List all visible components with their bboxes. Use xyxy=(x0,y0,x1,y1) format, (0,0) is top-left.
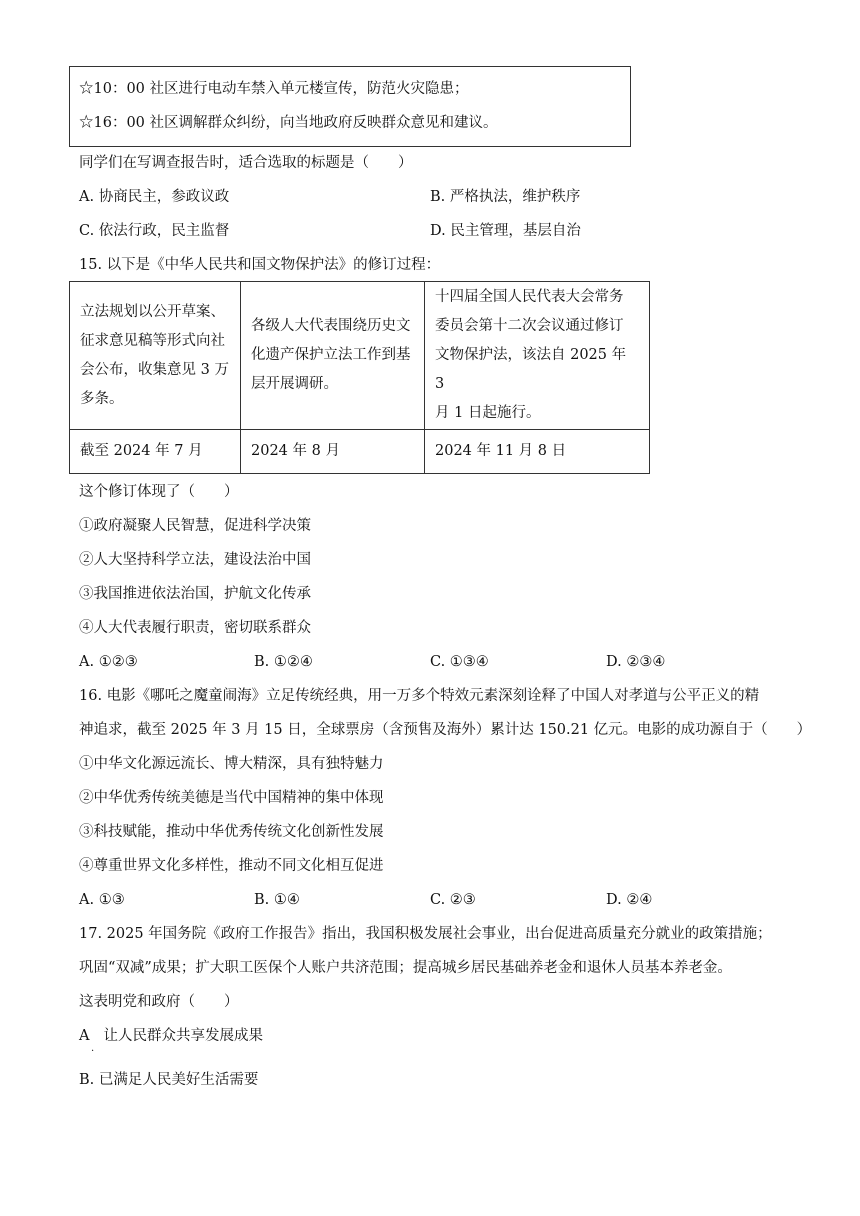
table-cell: 各级人大代表围绕历史文 化遗产保护立法工作到基 层开展调研。 xyxy=(241,282,425,430)
q17-stem: 17. 2025 年国务院《政府工作报告》指出，我国积极发展社会事业，出台促进高质量充分就业的政策措施； xyxy=(79,926,772,942)
table-date-cell: 2024 年 11 月 8 日 xyxy=(425,430,650,474)
q17-option-a-dot: . xyxy=(91,1043,95,1054)
table-cell: 十四届全国人民代表大会常务 委员会第十二次会议通过修订 文物保护法，该法自 2025 年 3 月 1 日起施行。 xyxy=(425,282,650,430)
q16-stem: 神追求，截至 2025 年 3 月 15 日，全球票房（含预售及海外）累计达 150.21 亿元。电影的成功源自于（ ） xyxy=(79,722,812,738)
table-date-cell: 2024 年 8 月 xyxy=(241,430,425,474)
q16-stem: 16. 电影《哪吒之魔童闹海》立足传统经典，用一万多个特效元素深刻诠释了中国人对孝道与公平正义的精 xyxy=(79,688,760,704)
q15-question: 这个修订体现了（ ） xyxy=(79,484,239,500)
q17-option-a[interactable] xyxy=(79,1026,263,1046)
table-date-cell: 截至 2024 年 7 月 xyxy=(70,430,241,474)
q16-item: ①中华文化源远流长、博大精深，具有独特魅力 xyxy=(79,756,384,772)
q17-stem: 巩固“双减”成果；扩大职工医保个人账户共济范围；提高城乡居民基础养老金和退休人员基本养老金。 xyxy=(79,960,732,976)
q15-option-c[interactable]: C. ①③④ xyxy=(430,654,489,670)
box-line: ☆10：00 社区进行电动车禁入单元楼宣传，防范火灾隐患； xyxy=(79,81,469,97)
q15-stem: 15. 以下是《中华人民共和国文物保护法》的修订过程： xyxy=(79,257,441,273)
q16-item: ③科技赋能，推动中华优秀传统文化创新性发展 xyxy=(79,824,384,840)
q15-item: ③我国推进依法治国，护航文化传承 xyxy=(79,586,311,602)
q14-option-d[interactable]: D. 民主管理，基层自治 xyxy=(430,223,581,239)
schedule-box xyxy=(69,66,631,147)
q14-option-b[interactable]: B. 严格执法，维护秩序 xyxy=(430,189,581,205)
revision-table xyxy=(69,281,650,474)
q16-option-a[interactable]: A. ①③ xyxy=(79,892,125,908)
table-cell: 立法规划以公开草案、 征求意见稿等形式向社 会公布，收集意见 3 万 多条。 xyxy=(70,282,241,430)
q14-stem: 同学们在写调查报告时，适合选取的标题是（ ） xyxy=(79,155,413,171)
q16-option-b[interactable]: B. ①④ xyxy=(254,892,300,908)
q14-option-a[interactable]: A. 协商民主，参政议政 xyxy=(79,189,230,205)
q17-option-a-text: 让人民群众共享发展成果 xyxy=(103,1028,263,1044)
q15-item: ②人大坚持科学立法，建设法治中国 xyxy=(79,552,311,568)
q16-option-c[interactable]: C. ②③ xyxy=(430,892,476,908)
q16-item: ②中华优秀传统美德是当代中国精神的集中体现 xyxy=(79,790,384,806)
q15-option-a[interactable]: A. ①②③ xyxy=(79,654,138,670)
q16-item: ④尊重世界文化多样性，推动不同文化相互促进 xyxy=(79,858,384,874)
q16-option-d[interactable]: D. ②④ xyxy=(606,892,653,908)
q17-question: 这表明党和政府（ ） xyxy=(79,994,239,1010)
box-line: ☆16：00 社区调解群众纠纷，向当地政府反映群众意见和建议。 xyxy=(79,115,498,131)
q17-option-a-letter: A xyxy=(79,1028,90,1044)
q15-option-b[interactable]: B. ①②④ xyxy=(254,654,313,670)
q14-option-c[interactable]: C. 依法行政，民主监督 xyxy=(79,223,230,239)
q15-option-d[interactable]: D. ②③④ xyxy=(606,654,666,670)
q17-option-b[interactable]: B. 已满足人民美好生活需要 xyxy=(79,1072,259,1088)
q15-item: ④人大代表履行职责，密切联系群众 xyxy=(79,620,311,636)
q15-item: ①政府凝聚人民智慧，促进科学决策 xyxy=(79,518,311,534)
